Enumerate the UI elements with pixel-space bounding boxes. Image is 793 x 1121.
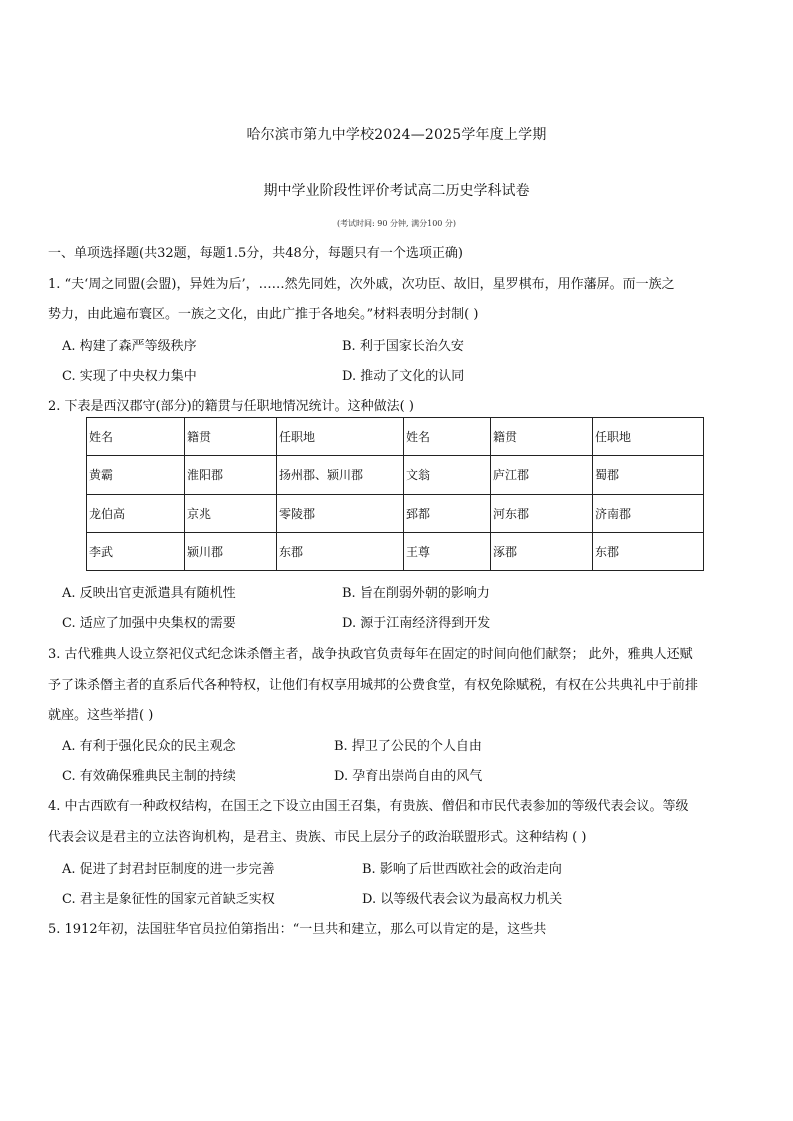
officials-table xyxy=(86,417,704,571)
table-cell: 颍川郡 xyxy=(185,532,277,570)
table-cell: 郅都 xyxy=(404,494,491,532)
q4-option-a: A. 促进了封君封臣制度的进一步完善 xyxy=(62,862,275,877)
q3-option-c: C. 有效确保雅典民主制的持续 xyxy=(62,769,236,784)
table-header-cell: 籍贯 xyxy=(491,418,593,456)
q1-option-d: D. 推动了文化的认同 xyxy=(342,369,465,384)
table-cell: 京兆 xyxy=(185,494,277,532)
table-header-cell: 任职地 xyxy=(277,418,404,456)
q4-option-d: D. 以等级代表会议为最高权力机关 xyxy=(362,892,563,907)
q2-option-d: D. 源于江南经济得到开发 xyxy=(342,616,491,631)
table-header-row xyxy=(87,418,704,456)
table-cell: 李武 xyxy=(87,532,185,570)
table-cell: 淮阳郡 xyxy=(185,456,277,494)
table-cell: 东郡 xyxy=(593,532,704,570)
q1-stem-line1: 1. “夫‘周之同盟(会盟)，异姓为后’，……然先同姓，次外戚，次功臣、故旧，星罗棋布，用作藩屏。而一族之 xyxy=(48,277,675,292)
q2-option-b: B. 旨在削弱外朝的影响力 xyxy=(342,586,490,601)
q2-option-c: C. 适应了加强中央集权的需要 xyxy=(62,616,236,631)
table-cell: 蜀郡 xyxy=(593,456,704,494)
q2-stem-line1: 2. 下表是西汉郡守(部分)的籍贯与任职地情况统计。这种做法( ) xyxy=(48,399,414,414)
exam-title-line1: 哈尔滨市第九中学校2024—2025学年度上学期 xyxy=(246,127,547,143)
q1-option-a: A. 构建了森严等级秩序 xyxy=(62,339,197,354)
q3-option-d: D. 孕育出崇尚自由的风气 xyxy=(334,769,483,784)
exam-note: (考试时间: 90 分钟, 满分100 分) xyxy=(336,219,457,228)
q1-option-b: B. 利于国家长治久安 xyxy=(342,339,464,354)
q4-option-c: C. 君主是象征性的国家元首缺乏实权 xyxy=(62,892,275,907)
table-cell: 王尊 xyxy=(404,532,491,570)
q4-stem-line2: 代表会议是君主的立法咨询机构，是君主、贵族、市民上层分子的政治联盟形式。这种结构 ( ) xyxy=(48,830,587,845)
q3-option-a: A. 有利于强化民众的民主观念 xyxy=(62,739,236,754)
q2-option-a: A. 反映出官吏派遣具有随机性 xyxy=(62,586,236,601)
table-cell: 庐江郡 xyxy=(491,456,593,494)
table-header-cell: 任职地 xyxy=(593,418,704,456)
exam-title-line2: 期中学业阶段性评价考试高二历史学科试卷 xyxy=(263,183,530,199)
table-row xyxy=(87,494,704,532)
q3-stem-line2: 予了诛杀僭主者的直系后代各种特权，让他们有权享用城邦的公费食堂，有权免除赋税，有权在公共典礼中于前排 xyxy=(48,678,699,693)
table-cell: 涿郡 xyxy=(491,532,593,570)
table-header-cell: 籍贯 xyxy=(185,418,277,456)
q1-stem-line2: 势力，由此遍布寰区。一族之文化，由此广推于各地矣。”材料表明分封制( ) xyxy=(48,307,479,322)
table-header-cell: 姓名 xyxy=(404,418,491,456)
table-cell: 黄霸 xyxy=(87,456,185,494)
table-cell: 东郡 xyxy=(277,532,404,570)
table-cell: 济南郡 xyxy=(593,494,704,532)
table-header-cell: 姓名 xyxy=(87,418,185,456)
table-row xyxy=(87,532,704,570)
table-cell: 河东郡 xyxy=(491,494,593,532)
table-row xyxy=(87,456,704,494)
q3-option-b: B. 捍卫了公民的个人自由 xyxy=(334,739,482,754)
table-cell: 龙伯高 xyxy=(87,494,185,532)
section-heading: 一、单项选择题(共32题，每题1.5分，共48分，每题只有一个选项正确) xyxy=(48,246,463,261)
q3-stem-line3: 就座。这些举措( ) xyxy=(48,708,154,723)
q4-option-b: B. 影响了后世西欧社会的政治走向 xyxy=(362,862,562,877)
q1-option-c: C. 实现了中央权力集中 xyxy=(62,369,197,384)
table-cell: 零陵郡 xyxy=(277,494,404,532)
table-cell: 扬州郡、颍川郡 xyxy=(277,456,404,494)
q5-stem-line1: 5. 1912年初，法国驻华官员拉伯第指出：“一旦共和建立，那么可以肯定的是，这些共 xyxy=(48,922,547,937)
q4-stem-line1: 4. 中古西欧有一种政权结构，在国王之下设立由国王召集，有贵族、僧侣和市民代表参加的等级代表会议。等级 xyxy=(48,799,689,814)
q3-stem-line1: 3. 古代雅典人设立祭祀仪式纪念诛杀僭主者，战争执政官负责每年在固定的时间向他们献祭； 此外，雅典人还赋 xyxy=(48,647,693,662)
table-cell: 文翁 xyxy=(404,456,491,494)
